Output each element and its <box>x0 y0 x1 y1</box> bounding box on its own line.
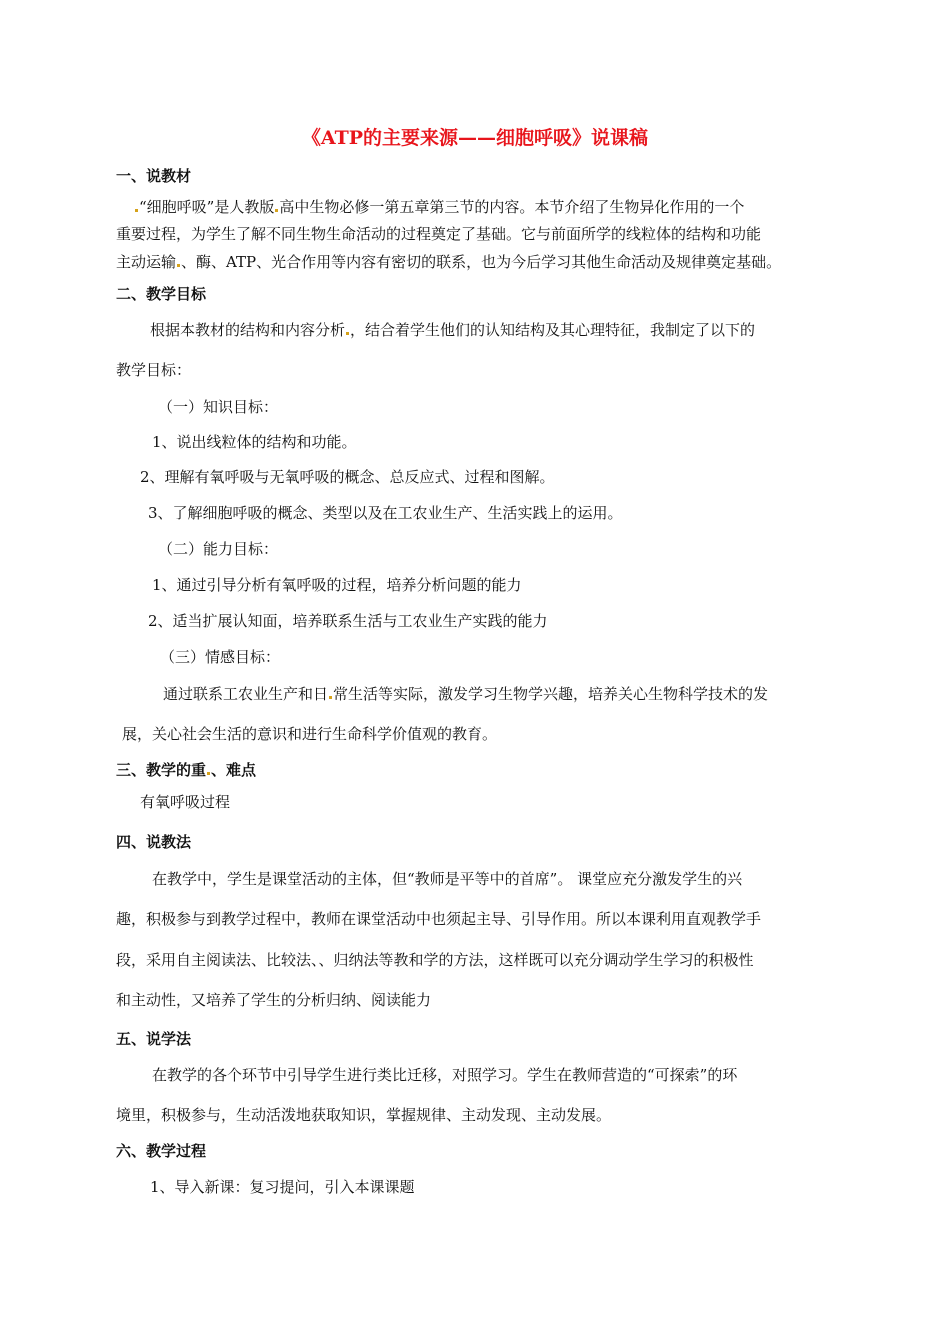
subheading-ability: （二）能力目标： <box>158 540 279 558</box>
paragraph-line: 境里，积极参与，生动活泼地获取知识，掌握规律、主动发现、主动发展。 <box>116 1106 612 1124</box>
section-heading-4: 四、说教法 <box>116 833 192 851</box>
paragraph-line <box>163 684 768 704</box>
text-run: 主动运输 <box>116 253 177 271</box>
subheading-knowledge: （一）知识目标： <box>158 398 279 416</box>
marker-dot <box>135 209 138 212</box>
text-run: 通过联系工农业生产和日 <box>163 685 329 703</box>
document-title: 《ATP的主要来源——细胞呼吸》说课稿 <box>301 127 649 149</box>
section-heading-1: 一、说教材 <box>116 167 192 185</box>
text-run: 、难点 <box>211 761 257 779</box>
paragraph-line: 段，采用自主阅读法、比较法、、归纳法等教和学的方法，这样既可以充分调动学生学习的积极性 <box>116 951 754 969</box>
paragraph-line: 在教学中，学生是课堂活动的主体，但“教师是平等中的首席”。 课堂应充分激发学生的兴 <box>152 870 743 888</box>
section-heading-2: 二、教学目标 <box>116 285 207 303</box>
section-heading-5: 五、说学法 <box>116 1030 192 1048</box>
paragraph-line <box>150 320 755 340</box>
list-item: 1、说出线粒体的结构和功能。 <box>152 433 357 451</box>
paragraph-line: 在教学的各个环节中引导学生进行类比迁移，对照学习。学生在教师营造的“可探索”的环 <box>152 1066 738 1084</box>
marker-dot <box>207 772 210 775</box>
paragraph-line <box>116 252 781 272</box>
marker-dot <box>329 696 332 699</box>
text-run: 常生活等实际，激发学习生物学兴趣，培养关心生物科学技术的发 <box>333 685 769 703</box>
text-run: 高中生物必修一第五章第三节的内容。本节介绍了生物异化作用的一个 <box>279 198 745 216</box>
paragraph-line: 展，关心社会生活的意识和进行生命科学价值观的教育。 <box>122 725 498 743</box>
text-run: “细胞呼吸”是人教版 <box>139 198 275 216</box>
list-item: 3、了解细胞呼吸的概念、类型以及在工农业生产、生活实践上的运用。 <box>148 504 623 522</box>
paragraph-line <box>134 197 744 217</box>
text-run: 三、教学的重 <box>116 761 207 779</box>
list-item: 1、导入新课：复习提问，引入本课课题 <box>150 1178 415 1196</box>
text-run: ，结合着学生他们的认知结构及其心理特征，我制定了以下的 <box>350 321 756 339</box>
text-run: 、酶、ATP、光合作用等内容有密切的联系，也为今后学习其他生命活动及规律奠定基础。 <box>181 253 782 271</box>
marker-dot <box>346 332 349 335</box>
marker-dot <box>177 264 180 267</box>
paragraph-line: 有氧呼吸过程 <box>140 793 231 811</box>
paragraph-line: 教学目标： <box>116 361 192 379</box>
list-item: 2、适当扩展认知面，培养联系生活与工农业生产实践的能力 <box>148 612 548 630</box>
section-heading-3 <box>116 760 256 780</box>
marker-dot <box>275 209 278 212</box>
subheading-emotion: （三）情感目标： <box>160 648 281 666</box>
paragraph-line: 趣，积极参与到教学过程中，教师在课堂活动中也须起主导、引导作用。所以本课利用直观教学手 <box>116 910 762 928</box>
paragraph-line: 重要过程，为学生了解不同生物生命活动的过程奠定了基础。它与前面所学的线粒体的结构和功能 <box>116 225 762 243</box>
list-item: 1、通过引导分析有氧呼吸的过程，培养分析问题的能力 <box>152 576 522 594</box>
list-item: 2、理解有氧呼吸与无氧呼吸的概念、总反应式、过程和图解。 <box>140 468 555 486</box>
paragraph-line: 和主动性，又培养了学生的分析归纳、阅读能力 <box>116 991 432 1009</box>
section-heading-6: 六、教学过程 <box>116 1142 207 1160</box>
text-run: 根据本教材的结构和内容分析 <box>150 321 346 339</box>
